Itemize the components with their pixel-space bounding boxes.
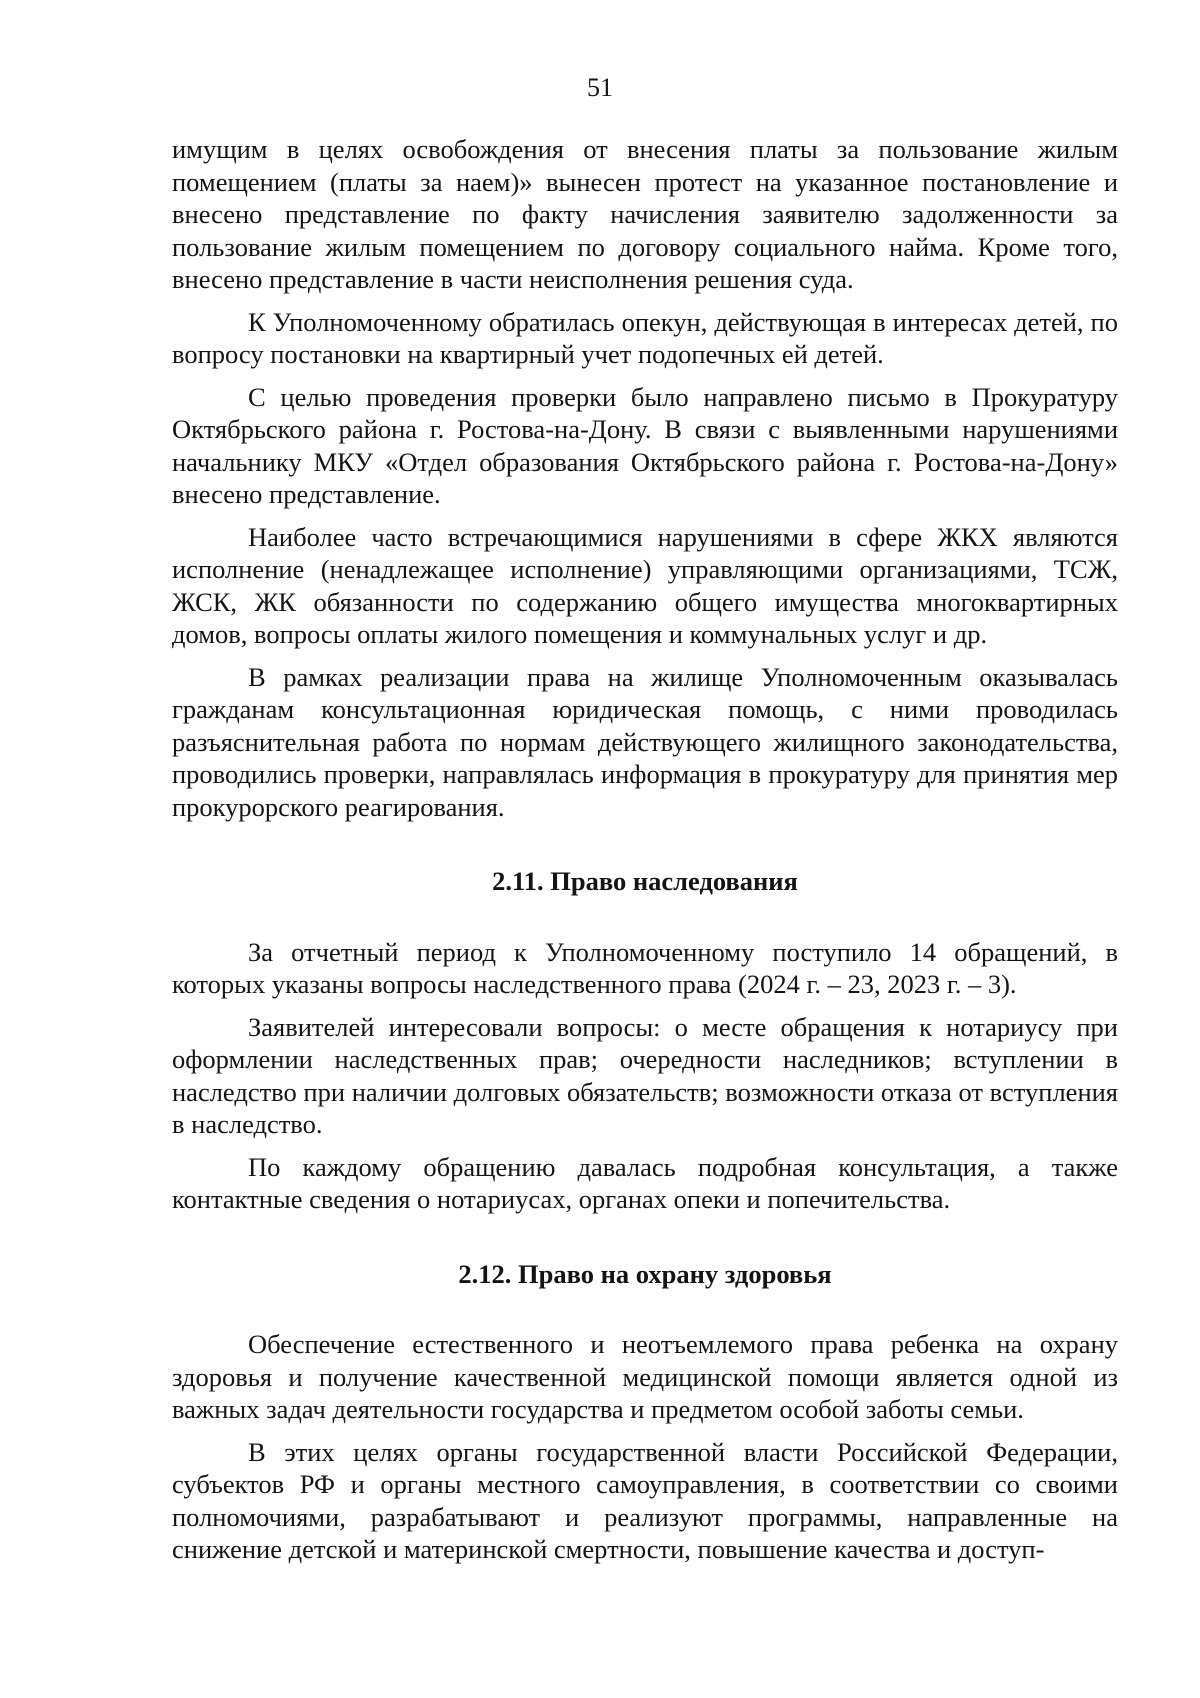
paragraph: К Уполномоченному обратилась опекун, действующая в интересах детей, по вопросу постановки на квартирный учет подопечных ей детей. xyxy=(172,306,1118,369)
paragraph: Наиболее часто встречающимися нарушениями в сфере ЖКХ являются исполнение (ненадлежащее исполнение) управляющими организациями, ТСЖ, ЖСК, ЖК обязанности по содержанию общего имущества многоквартирных домов, вопросы оплаты жилого помещения и коммунальных услуг и др. xyxy=(172,521,1118,649)
paragraph: имущим в целях освобождения от внесения платы за пользование жилым помещением (платы за наем)» вынесен протест на указанное постановление и внесено представление по факту начисления заявителю задолженности за пользование жилым помещением по договору социального найма. Кроме того, внесено представление в части неисполнения решения суда. xyxy=(172,134,1118,294)
page-number: 51 xyxy=(587,73,613,102)
section-heading: 2.12. Право на охрану здоровья xyxy=(458,1258,832,1289)
document-body xyxy=(172,133,1118,1576)
paragraph: Заявителей интересовали вопросы: о месте обращения к нотариусу при оформлении наследственных прав; очередности наследников; вступлении в наследство при наличии долговых обязательств; возможности отказа от вступления в наследство. xyxy=(172,1011,1118,1139)
paragraph: В рамках реализации права на жилище Уполномоченным оказывалась гражданам консультационная юридическая помощь, с ними проводилась разъяснительная работа по нормам действующего жилищного законодательства, проводились проверки, направлялась информация в прокуратуру для принятия мер прокурорского реагирования. xyxy=(172,661,1118,822)
paragraph: За отчетный период к Уполномоченному поступило 14 обращений, в которых указаны вопросы наследственного права (2024 г. – 23, 2023 г. – 3). xyxy=(172,936,1118,999)
paragraph: Обеспечение естественного и неотъемлемого права ребенка на охрану здоровья и получение качественной медицинской помощи является одной из важных задач деятельности государства и предметом особой заботы семьи. xyxy=(172,1329,1118,1424)
paragraph: С целью проведения проверки было направлено письмо в Прокуратуру Октябрьского района г. Ростова-на-Дону. В связи с выявленными нарушениями начальнику МКУ «Отдел образования Октябрьского района г. Ростова-на-Дону» внесено представление. xyxy=(172,381,1118,509)
paragraph: В этих целях органы государственной власти Российской Федерации, субъектов РФ и органы местного самоуправления, в соответствии со своими полномочиями, разрабатывают и реализуют программы, направленные на снижение детской и материнской смертности, повышение качества и доступ- xyxy=(172,1436,1118,1564)
paragraph: По каждому обращению давалась подробная консультация, а также контактные сведения о нотариусах, органах опеки и попечительства. xyxy=(172,1151,1118,1214)
section-heading: 2.11. Право наследования xyxy=(492,866,798,896)
